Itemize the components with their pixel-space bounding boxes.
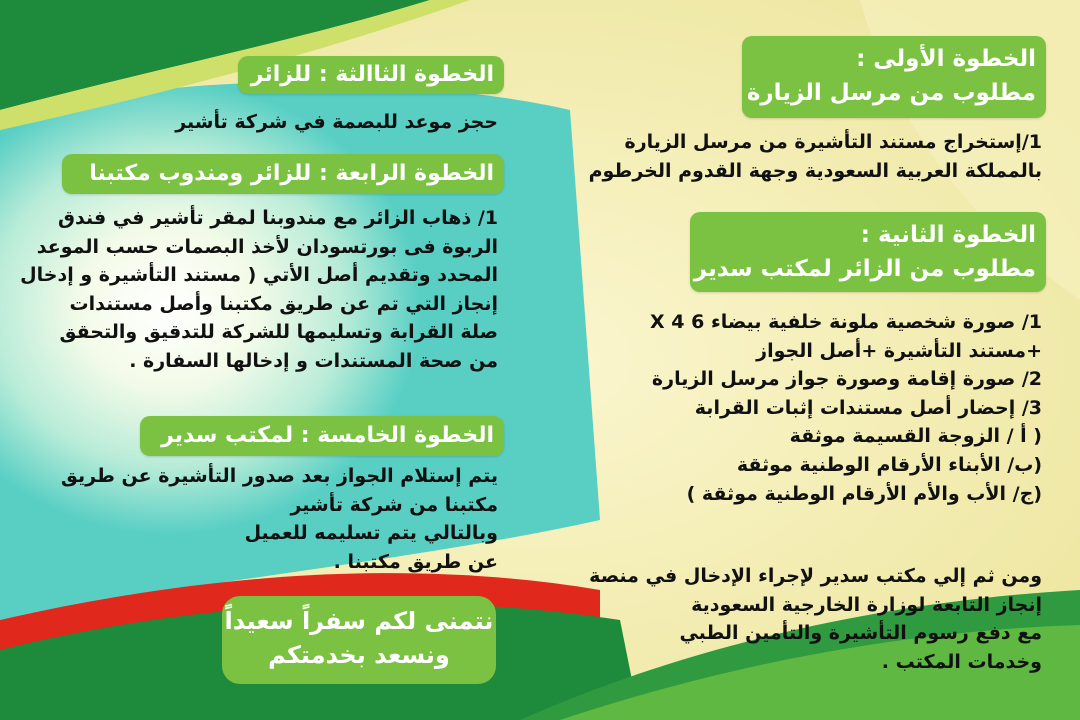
step3-body: [175, 108, 498, 137]
step5-body-line: وبالتالي يتم تسليمه للعميل: [244, 522, 498, 545]
step5-body-line: يتم إستلام الجواز بعد صدور التأشيرة عن طريق: [60, 465, 498, 487]
step2-title-line: الخطوة الثانية :: [860, 222, 1036, 248]
step4-body-line: الربوة فى بورتسودان لأخذ البصمات حسب الموعد: [36, 235, 498, 258]
step2-body-line: 2/ صورة إقامة وصورة جواز مرسل الزيارة: [651, 368, 1042, 391]
step1-title-line: الخطوة الأولى :: [856, 46, 1036, 72]
closing-wish: [222, 596, 496, 684]
step3-title-box: [238, 56, 504, 94]
step2-body-line: (ب/ الأبناء الأرقام الوطنية موثقة: [736, 453, 1042, 476]
step5-body-line: عن طريق مكتبنا .: [333, 550, 498, 573]
step2-note-line: ومن ثم إلي مكتب سدير لإجراء الإدخال في منصة: [589, 565, 1042, 587]
step2-body-line: ( أ / الزوجة القسيمة موثقة: [789, 425, 1042, 448]
step3-body-line: حجز موعد للبصمة في شركة تأشير: [175, 111, 498, 133]
step4-title-box: [62, 154, 504, 194]
step2-note-line: وخدمات المكتب .: [881, 650, 1042, 673]
step2-body-line: +مستند التأشيرة +أصل الجواز: [756, 339, 1042, 362]
step4-body-line: إنجاز التي تم عن طريق مكتبنا وأصل مستندات: [69, 292, 498, 315]
step2-note-line: إنجاز التابعة لوزارة الخارجية السعودية: [691, 593, 1042, 616]
step1-title-box: [742, 36, 1046, 118]
step3-title: الخطوة الثاالثة : للزائر: [250, 62, 494, 87]
step2-title-box: [690, 212, 1046, 292]
step2-body: [650, 308, 1042, 508]
step2-body-line: 3/ إحضار أصل مستندات إثبات القرابة: [694, 396, 1042, 419]
step4-body-line: صلة القرابة وتسليمها للشركة للتدقيق والتحقق: [59, 321, 498, 344]
step4-body-line: من صحة المستندات و إدخالها السفارة .: [129, 349, 498, 372]
step1-body: [589, 128, 1042, 185]
step2-body-line: 1/ صورة شخصية ملونة خلفية بيضاء 6 X 4: [650, 311, 1042, 333]
step2-title-line: مطلوب من الزائر لمكتب سدير: [693, 256, 1036, 282]
step5-body: [61, 462, 498, 576]
step2-body-line: (ج/ الأب والأم الأرقام الوطنية موثقة ): [686, 482, 1042, 505]
step2-note: [589, 562, 1042, 676]
step4-body-line: المحدد وتقديم أصل الأتي ( مستند التأشيرة و إدخال: [20, 264, 498, 287]
step5-title-box: [140, 416, 504, 456]
step4-body-line: 1/ ذهاب الزائر مع مندوبنا لمقر تأشير في فندق: [58, 207, 498, 229]
step1-body-line: 1/إستخراج مستند التأشيرة من مرسل الزيارة: [624, 131, 1042, 153]
step4-title: الخطوة الرابعة : للزائر ومندوب مكتبنا: [89, 161, 494, 186]
step2-note-line: مع دفع رسوم التأشيرة والتأمين الطبي: [679, 622, 1042, 645]
step1-body-line: بالمملكة العربية السعودية وجهة القدوم الخرطوم: [588, 159, 1042, 182]
step5-body-line: مكتبنا من شركة تأشير: [290, 493, 498, 516]
step5-title: الخطوة الخامسة : لمكتب سدير: [161, 423, 494, 448]
step1-title-line: مطلوب من مرسل الزيارة: [746, 80, 1036, 106]
step4-body: [20, 204, 498, 376]
closing-line: نتمنى لكم سفراً سعيداً: [224, 607, 494, 635]
closing-line: ونسعد بخدمتكم: [268, 641, 450, 669]
